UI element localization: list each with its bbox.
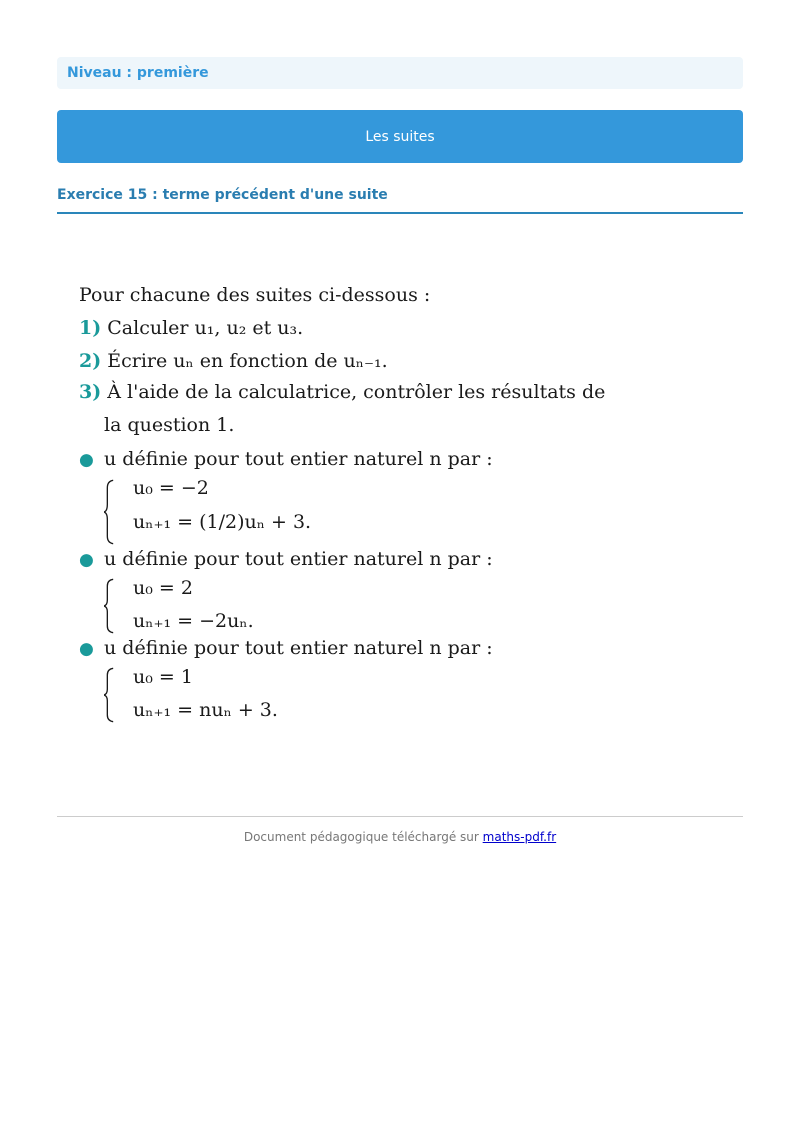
question-2 bbox=[79, 350, 388, 372]
bullet-icon: ● bbox=[79, 450, 94, 470]
question-1 bbox=[79, 317, 303, 339]
exercise-title bbox=[57, 180, 743, 214]
exercise-title-text: Exercice 15 : terme précédent d'une suite bbox=[57, 187, 388, 203]
question-number: 1) bbox=[79, 317, 102, 339]
sequence-1-description: u définie pour tout entier naturel n par : bbox=[104, 448, 493, 470]
sequence-1-recurrence: uₙ₊₁ = (1/2)uₙ + 3. bbox=[133, 511, 312, 533]
question-text: À l'aide de la calculatrice, contrôler les résultats de bbox=[107, 381, 606, 403]
sequence-2-description: u définie pour tout entier naturel n par : bbox=[104, 548, 493, 570]
footer-link[interactable]: maths-pdf.fr bbox=[482, 830, 557, 844]
brace-icon bbox=[104, 573, 114, 639]
footer-divider bbox=[57, 816, 743, 817]
question-number: 2) bbox=[79, 350, 102, 372]
footer bbox=[57, 830, 743, 844]
question-number: 3) bbox=[79, 381, 102, 403]
topic-title: Les suites bbox=[365, 128, 435, 145]
brace-icon bbox=[104, 662, 114, 728]
question-text: Écrire uₙ en fonction de uₙ₋₁. bbox=[107, 350, 388, 372]
intro-text: Pour chacune des suites ci-dessous : bbox=[79, 284, 431, 306]
level-label bbox=[57, 57, 743, 89]
sequence-3-recurrence: uₙ₊₁ = nuₙ + 3. bbox=[133, 699, 278, 721]
level-text: Niveau : première bbox=[67, 65, 209, 81]
bullet-icon: ● bbox=[79, 550, 94, 570]
sequence-1-init: u₀ = −2 bbox=[133, 477, 209, 499]
sequence-2-recurrence: uₙ₊₁ = −2uₙ. bbox=[133, 610, 254, 632]
question-3 bbox=[79, 381, 605, 403]
sequence-3-description: u définie pour tout entier naturel n par : bbox=[104, 637, 493, 659]
topic-banner bbox=[57, 110, 743, 163]
sequence-2-init: u₀ = 2 bbox=[133, 577, 193, 599]
footer-text: Document pédagogique téléchargé sur bbox=[243, 830, 479, 844]
question-3-continuation: la question 1. bbox=[104, 414, 235, 436]
brace-icon bbox=[104, 473, 114, 551]
sequence-3-init: u₀ = 1 bbox=[133, 666, 193, 688]
bullet-icon: ● bbox=[79, 639, 94, 659]
question-text: Calculer u₁, u₂ et u₃. bbox=[107, 317, 304, 339]
